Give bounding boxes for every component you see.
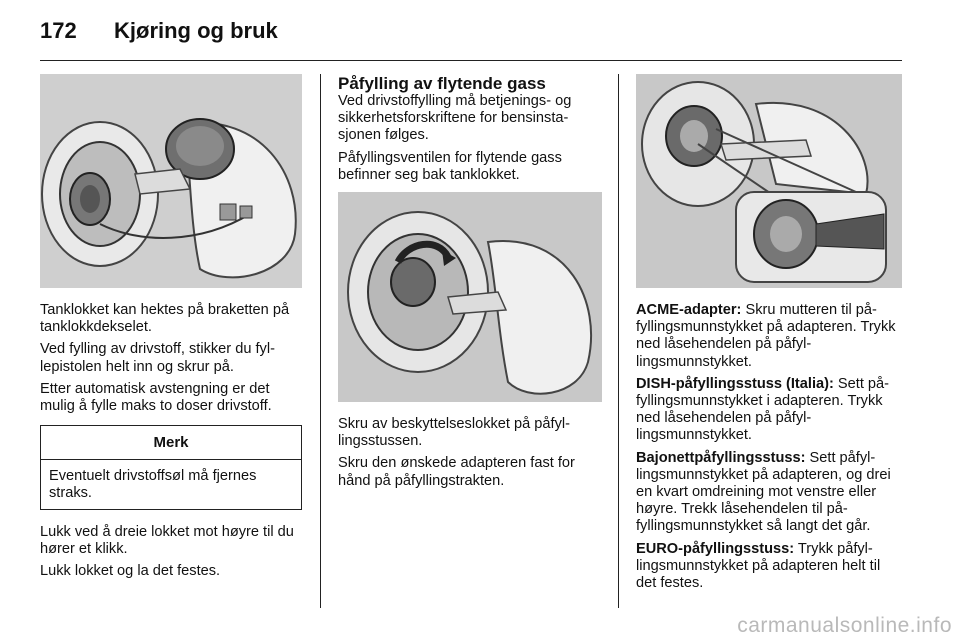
paragraph: Tanklokket kan hektes på braketten på tanklokkdekselet.	[40, 302, 290, 336]
paragraph: Skru den ønskede adapteren fast for hånd på påfyllingstrakten.	[338, 455, 575, 489]
paragraph: Lukk ved å dreie lokket mot høyre til du hører et klikk.	[40, 523, 294, 557]
note-box	[40, 425, 302, 509]
column-divider	[320, 74, 321, 608]
paragraph: Påfyllingsventilen for flytende gass befinner seg bak tanklokket.	[338, 149, 562, 183]
adapter-text: Sett på-fyllingsmunnstykket i adapteren. Trykk ned låsehendelen på påfyl-lingsmunnstykket.	[636, 375, 890, 444]
adapter-item	[636, 302, 902, 371]
note-text: Eventuelt drivstoffsøl må fjernes straks.	[49, 468, 257, 502]
fuel-cap-illustration	[40, 74, 302, 288]
column-1	[40, 74, 302, 585]
lpg-filler-illustration	[338, 192, 602, 402]
adapter-label: DISH-påfyllingsstuss (Italia):	[636, 375, 834, 392]
section-heading: Påfylling av flytende gass	[338, 74, 546, 93]
adapter-item	[636, 376, 902, 445]
paragraph: Etter automatisk avstengning er det mulig å fylle maks to doser drivstoff.	[40, 380, 272, 415]
adapter-label: EURO-påfyllingsstuss:	[636, 540, 795, 557]
column-divider	[618, 74, 619, 608]
column-2	[338, 74, 602, 495]
adapter-text: Skru mutteren til på-fyllingsmunnstykket på adapteren. Trykk ned låsehendelen på påfyl-lingsmunnstykket.	[636, 302, 896, 370]
adapter-label: Bajonettpåfyllingsstuss:	[636, 449, 806, 466]
page-number: 172	[40, 18, 77, 43]
adapter-illustration	[636, 74, 902, 288]
adapter-text: Sett påfyl-lingsmunnstykket på adapteren, og drei en kvart omdreining mot venstre eller høyre. Trekk låsehendelen til på-fyllingsmunnstykket så langt det går.	[636, 449, 891, 535]
note-title: Merk	[41, 426, 301, 460]
paragraph: Skru av beskyttelseslokket på påfyl-lingsstussen.	[338, 416, 570, 450]
adapter-label: ACME-adapter:	[636, 302, 742, 318]
page-title: Kjøring og bruk	[114, 18, 278, 43]
paragraph: Ved drivstoffylling må betjenings- og sikkerhetsforskriftene for bensinsta-sjonen følges.	[338, 93, 572, 144]
adapter-item	[636, 541, 902, 593]
header-rule	[40, 60, 902, 61]
note-body	[41, 460, 301, 508]
paragraph: Lukk lokket og la det festes.	[40, 563, 221, 580]
watermark: carmanualsonline.info	[737, 614, 952, 637]
paragraph: Ved fylling av drivstoff, stikker du fyl-lepistolen helt inn og skrur på.	[40, 341, 275, 375]
adapter-item	[636, 450, 902, 536]
adapter-text: Trykk påfyl-lingsmunnstykket på adapteren helt til det festes.	[636, 540, 881, 592]
column-3	[636, 74, 902, 597]
